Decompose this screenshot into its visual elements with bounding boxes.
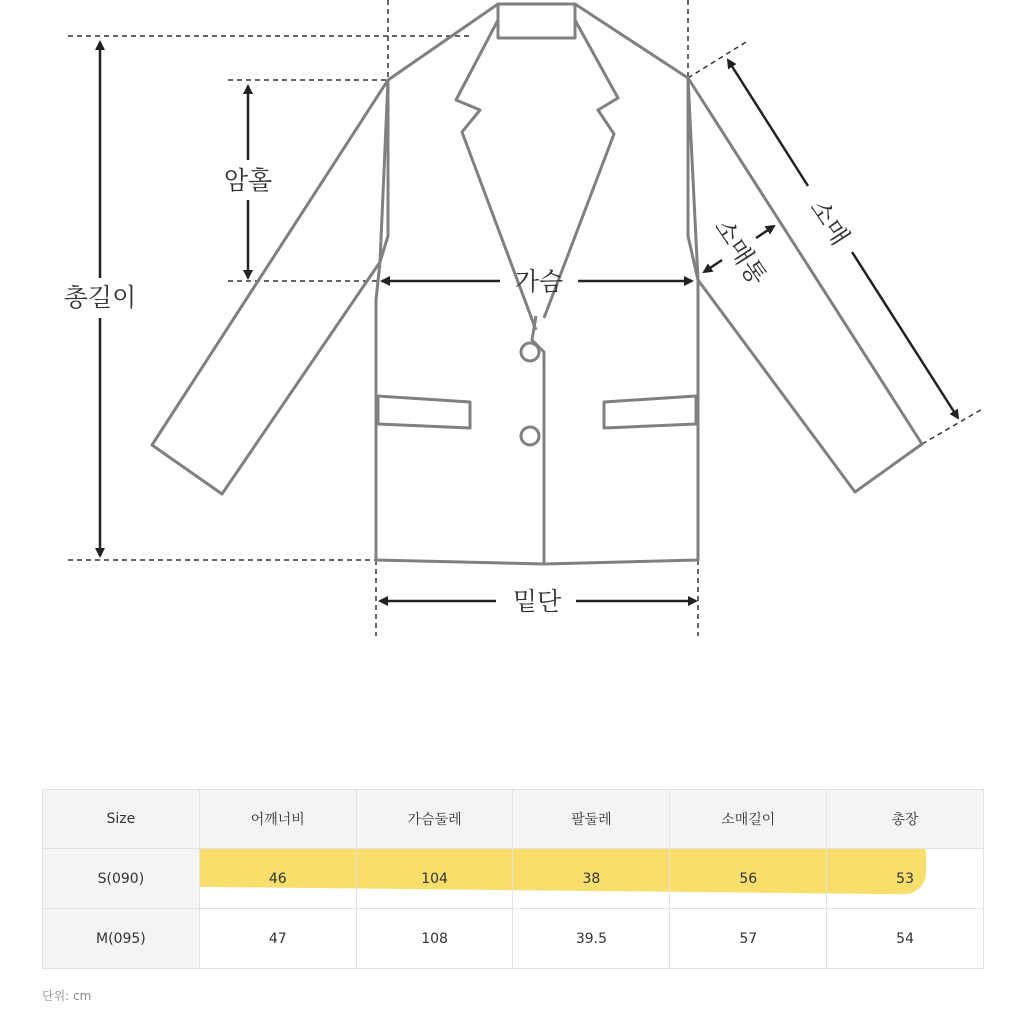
label-total-length: 총길이	[63, 283, 137, 312]
table-cell: 39.5	[513, 909, 670, 969]
measurement-arrows	[100, 42, 958, 601]
left-pocket	[378, 396, 470, 428]
table-cell: 104	[356, 849, 513, 909]
header-arm: 팔둘레	[513, 790, 670, 849]
table-cell: 54	[827, 909, 984, 969]
button-bottom	[521, 427, 539, 445]
table-cell: M(095)	[43, 909, 200, 969]
header-chest: 가슴둘레	[356, 790, 513, 849]
table-header-row	[43, 790, 984, 849]
collar	[498, 4, 575, 38]
table-row	[43, 849, 984, 909]
header-shoulder: 어깨너비	[199, 790, 356, 849]
label-hem: 밑단	[512, 587, 562, 616]
table-cell: 38	[513, 849, 670, 909]
button-top	[521, 343, 539, 361]
guide-lines	[68, 0, 984, 636]
table-cell: 47	[199, 909, 356, 969]
unit-note	[42, 987, 91, 1004]
label-armhole: 암홀	[223, 166, 273, 195]
table-cell: 108	[356, 909, 513, 969]
label-sleeve-width: 소매통	[708, 213, 773, 291]
right-pocket	[604, 396, 696, 428]
header-sleeve: 소매길이	[670, 790, 827, 849]
right-sleeve	[688, 78, 922, 492]
left-sleeve	[152, 80, 388, 494]
unit-label: 단위:	[42, 989, 70, 1003]
unit-value: cm	[73, 989, 92, 1003]
size-table	[42, 789, 984, 969]
table-cell: 53	[827, 849, 984, 909]
label-sleeve: 소매	[804, 194, 855, 251]
table-cell: 46	[199, 849, 356, 909]
table-cell: 56	[670, 849, 827, 909]
label-chest: 가슴	[514, 267, 564, 296]
table-cell: 57	[670, 909, 827, 969]
header-length: 총장	[827, 790, 984, 849]
header-size: Size	[43, 790, 200, 849]
table-row	[43, 909, 984, 969]
table-cell: S(090)	[43, 849, 200, 909]
